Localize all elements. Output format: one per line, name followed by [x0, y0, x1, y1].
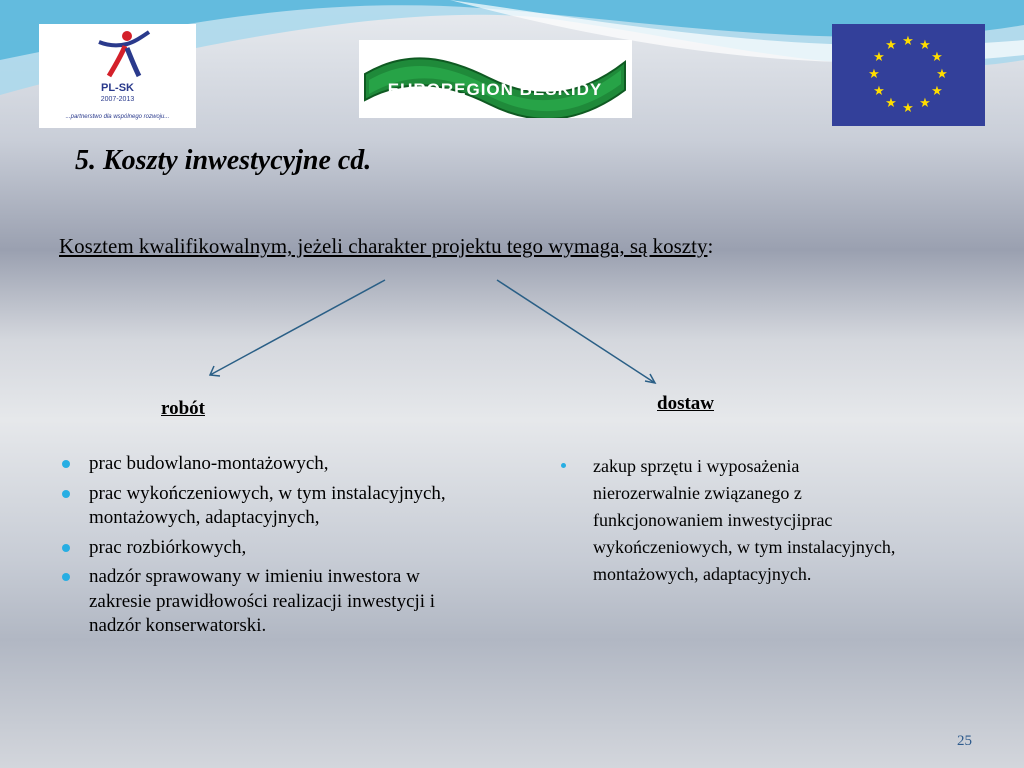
- slide-title: 5. Koszty inwestycyjne cd.: [75, 145, 372, 176]
- subtitle-underlined-text: Kosztem kwalifikowalnym, jeżeli charakter projektu tego wymaga, są koszty: [59, 234, 708, 258]
- page-number: 25: [957, 733, 972, 749]
- arrow-to-dostaw-head: [645, 374, 655, 383]
- robot-cost-list: [59, 452, 459, 644]
- svg-text:★: ★: [919, 96, 931, 111]
- list-item-text: prac rozbiórkowych,: [89, 536, 247, 558]
- subtitle-colon: :: [707, 234, 714, 258]
- list-item-text: zakup sprzętu i wyposażenia nierozerwalnie związanego z funkcjonowaniem inwestycjiprac wykończeniowych, w tym instalacyjnych, montażowych, adaptacyjnych.: [593, 456, 896, 584]
- list-item: [59, 565, 459, 639]
- svg-text:★: ★: [868, 67, 880, 82]
- pl-sk-logo-tagline: ...partnerstwo dla wspólnego rozwoju...: [65, 114, 170, 120]
- bullet-icon: [561, 463, 566, 468]
- list-item: [59, 452, 459, 477]
- bullet-icon: [62, 573, 70, 581]
- svg-text:★: ★: [885, 38, 897, 53]
- list-item-text: prac wykończeniowych, w tym instalacyjnych, montażowych, adaptacyjnych,: [89, 482, 446, 528]
- list-item-text: prac budowlano-montażowych,: [89, 453, 329, 474]
- arrow-to-robot: [210, 280, 385, 375]
- svg-text:★: ★: [873, 50, 885, 65]
- pl-sk-logo-years: 2007-2013: [100, 96, 135, 103]
- list-item: [59, 482, 459, 531]
- heading-dostaw: dostaw: [657, 393, 715, 414]
- heading-robot: robót: [161, 398, 205, 419]
- svg-text:★: ★: [936, 67, 948, 82]
- svg-text:★: ★: [931, 84, 943, 99]
- euroregion-logo-text: EUROREGION BESKIDY: [387, 80, 603, 99]
- svg-text:★: ★: [931, 50, 943, 65]
- bullet-icon: [62, 460, 70, 468]
- bullet-icon: [62, 544, 70, 552]
- list-item: [563, 453, 908, 588]
- arrow-to-dostaw: [497, 280, 655, 383]
- svg-text:★: ★: [919, 38, 931, 53]
- bullet-icon: [62, 490, 70, 498]
- svg-text:★: ★: [902, 101, 914, 116]
- list-item: [59, 536, 459, 561]
- pl-sk-logo-main: PL-SK: [101, 82, 134, 94]
- dostaw-cost-list: [563, 453, 908, 593]
- svg-text:★: ★: [873, 84, 885, 99]
- svg-text:★: ★: [902, 34, 914, 49]
- svg-text:★: ★: [885, 96, 897, 111]
- list-item-text: nadzór sprawowany w imieniu inwestora w zakresie prawidłowości realizacji inwestycji i nadzór konserwatorski.: [89, 566, 436, 636]
